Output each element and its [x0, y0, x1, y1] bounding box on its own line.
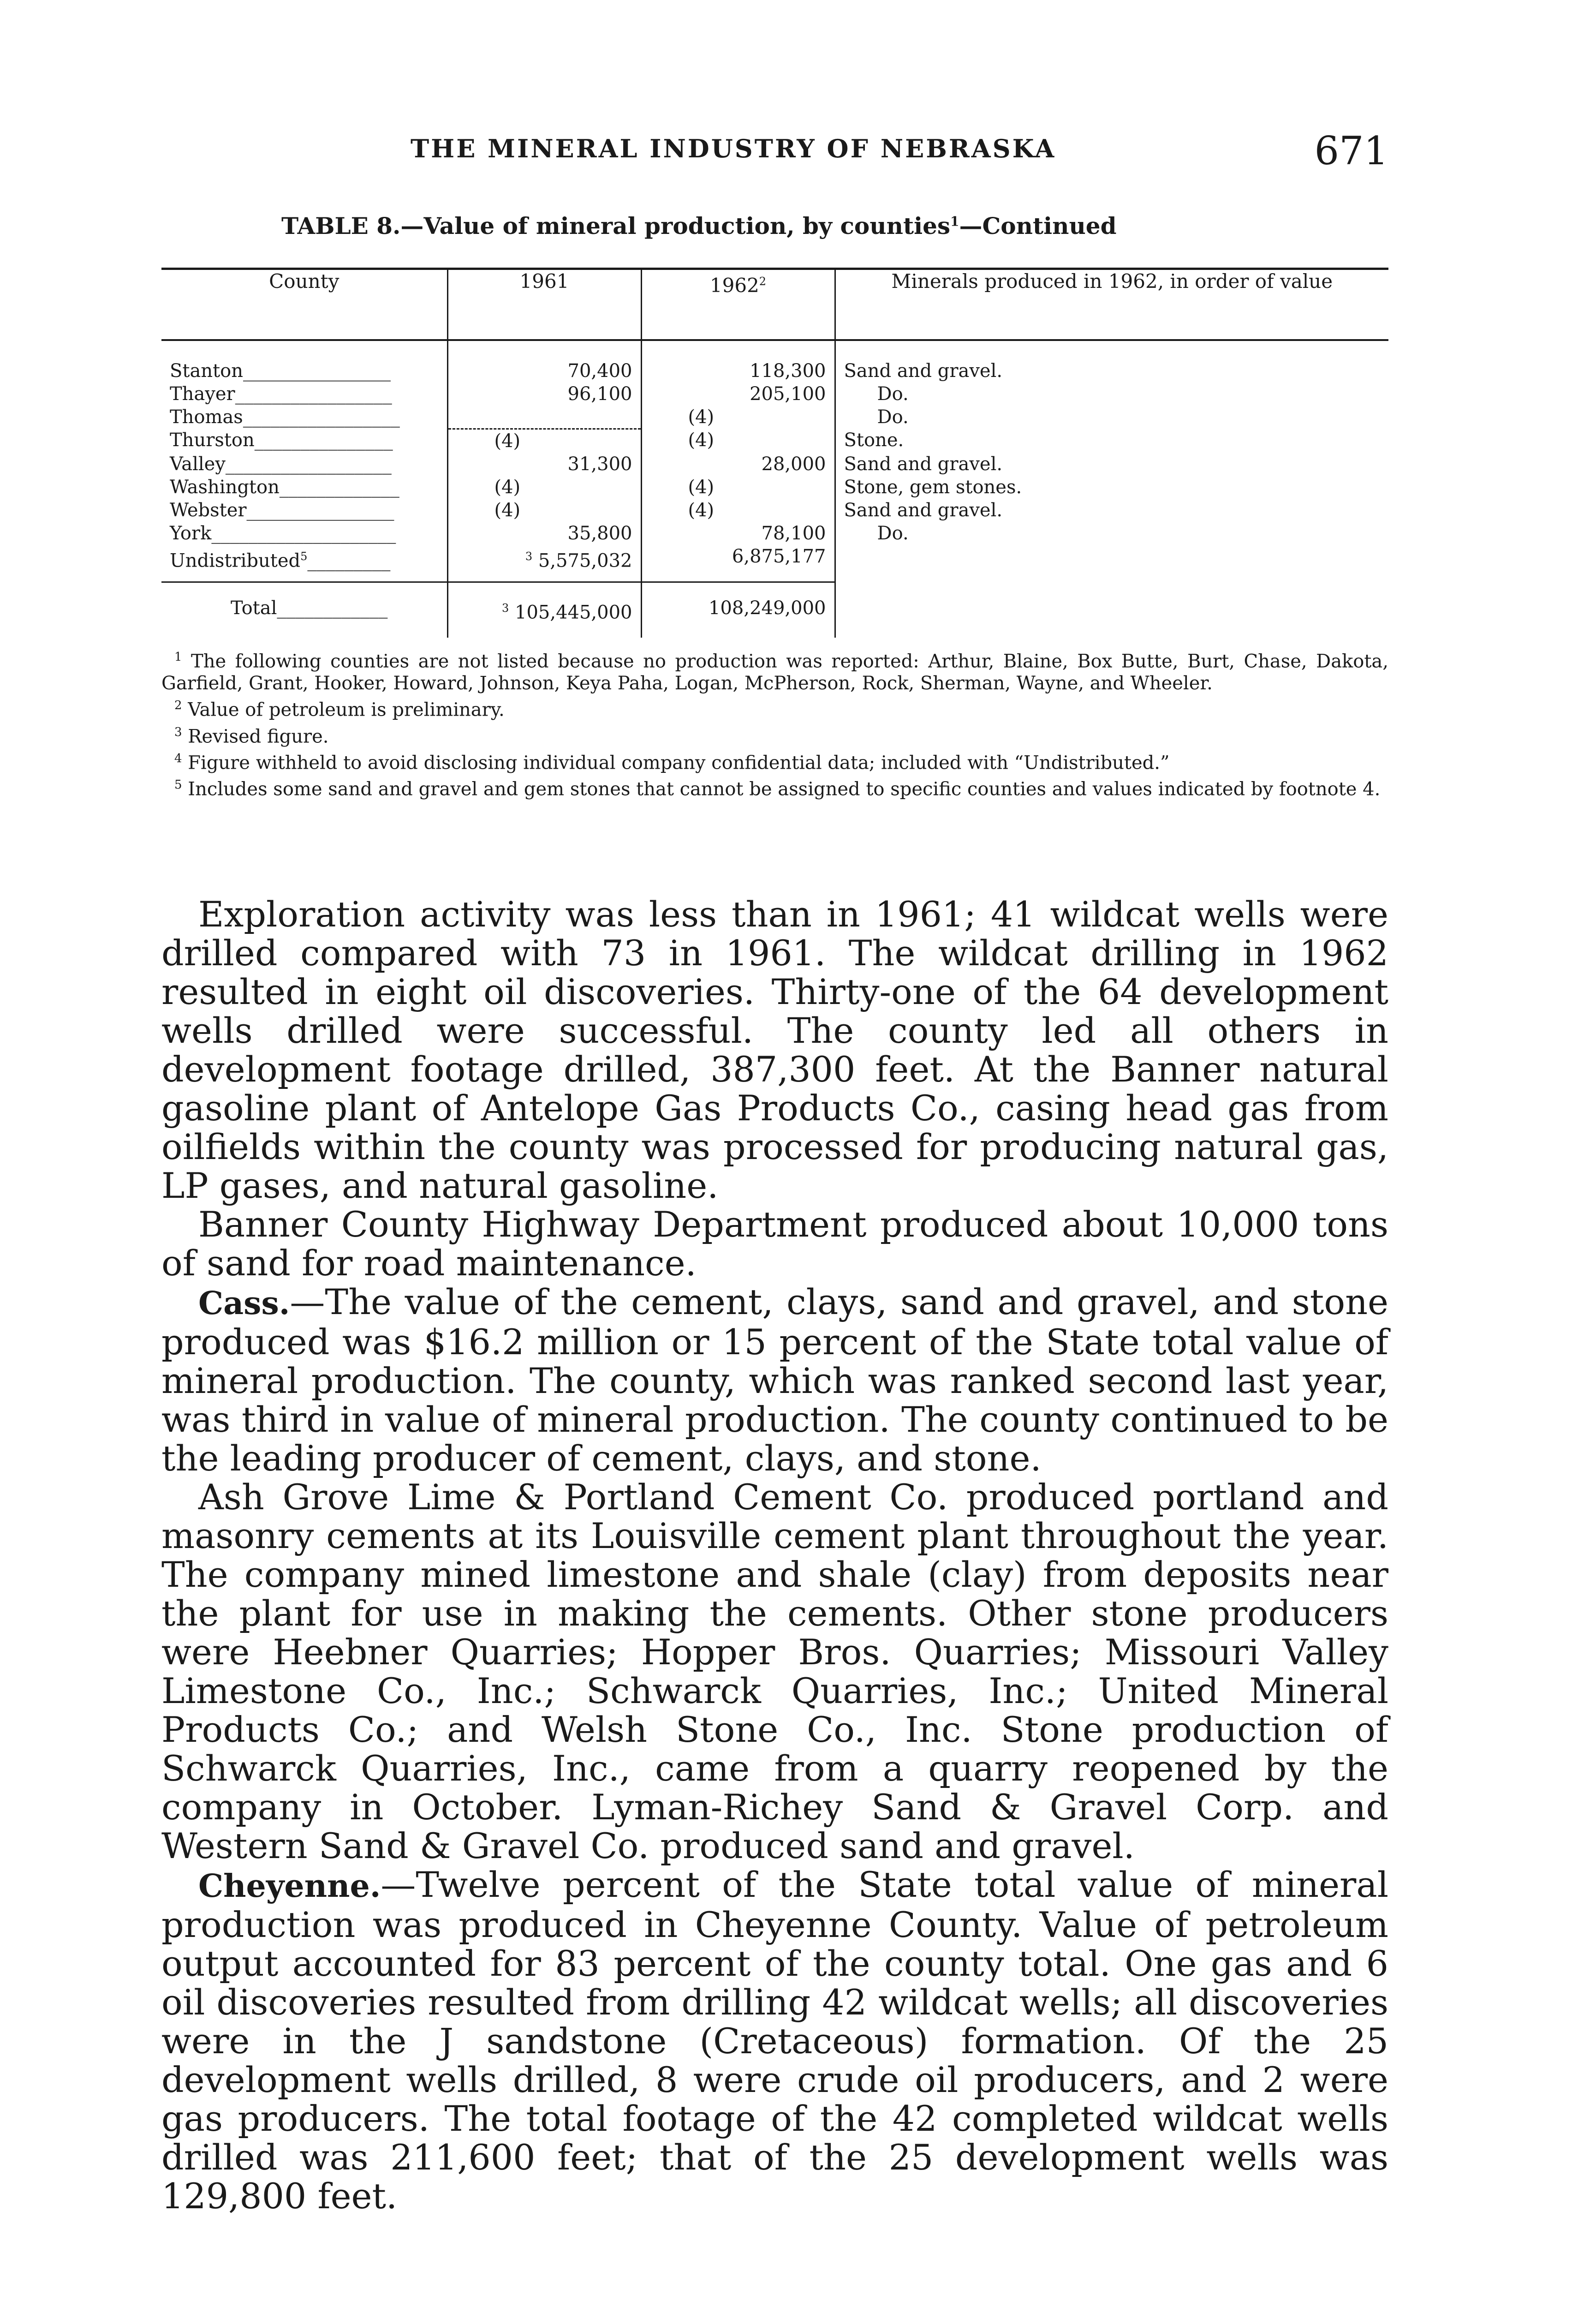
total-1961-cell [447, 582, 641, 638]
footnote-text: The following counties are not listed because no production was reported: Arthur, Blaine, Box Butte, Burt, Chase, Dakota, Garfield, Grant, Hooker, Howard, Johnson, Keya Paha, Logan, McPherson, Rock, Sherman, Wayne, and Wheeler. [161, 651, 1388, 694]
table-caption [281, 212, 1117, 239]
paragraph-banner-highway: Banner County Highway Department produced about 10,000 tons of sand for road maintenance. [161, 1204, 1388, 1284]
footnote [161, 694, 1388, 721]
footnote-mark: 5 [174, 778, 182, 792]
footnote-mark: 4 [174, 751, 182, 765]
county-cell: Webster________________ [170, 499, 394, 521]
minerals-cell: Stone, gem stones. [835, 476, 1388, 499]
footnote-mark: 3 [174, 725, 182, 739]
paragraph-cheyenne [161, 1865, 1388, 2216]
county-name: Thomas [170, 406, 243, 428]
table-row [161, 406, 1388, 429]
county-name: Washington [170, 476, 280, 498]
paragraph-cass-text: —The value of the cement, clays, sand and gravel, and stone produced was $16.2 million or 15 percent of the State total value of mineral production. The county, which was ranked second last year, was third in value of mineral production. The county continued to be the leading producer of cement, clays, and stone. [161, 1281, 1388, 1479]
footnote-text: Figure withheld to avoid disclosing individual company confidential data; included with “Undistributed.” [188, 752, 1170, 774]
minerals-cell: Sand and gravel. [835, 359, 1388, 383]
value-1962-cell: (4) [641, 476, 835, 499]
footnote-text: Includes some sand and gravel and gem stones that cannot be assigned to specific counties and values indicated by footnote 4. [188, 778, 1381, 800]
table-footnotes [161, 646, 1388, 801]
table [161, 268, 1388, 638]
value-1962-cell: 28,000 [641, 453, 835, 476]
footnote [161, 747, 1388, 774]
county-cell: Thomas_________________ [170, 406, 400, 428]
minerals-cell: Do. [835, 522, 1388, 545]
value-footnote-mark: 3 [525, 550, 533, 563]
value-1961-cell: 96,100 [447, 383, 641, 406]
county-name: Stanton [170, 360, 244, 382]
paragraph-cheyenne-text: —Twelve percent of the State total value of mineral production was produced in Cheyenne County. Value of petroleum output accounted for 83 percent of the county total. One gas and 6 oil discoveries resulted from drilling 42 wildcat wells; all discoveries were in the J sandstone (Cretaceous) formation. Of the 25 development wells drilled, 8 were crude oil producers, and 2 were gas producers. The total footage of the 42 completed wildcat wells drilled was 211,600 feet; that of the 25 development wells was 129,800 feet. [161, 1864, 1388, 2217]
minerals-cell: Stone. [835, 429, 1388, 453]
county-name: Thurston [170, 430, 255, 451]
county-name: York [170, 522, 212, 544]
table-row [161, 453, 1388, 476]
value-1961-cell: 31,300 [447, 453, 641, 476]
total-minerals-cell [835, 582, 1388, 638]
column-header-minerals: Minerals produced in 1962, in order of value [835, 269, 1388, 341]
county-name: Valley [170, 453, 226, 475]
value-1962-cell: 78,100 [641, 522, 835, 545]
body-text [161, 895, 1388, 2216]
table-spacer-row [161, 340, 1388, 359]
total-label: Total [231, 597, 277, 619]
table-row [161, 499, 1388, 522]
column-header-1962-footnote: 2 [759, 275, 767, 288]
footnote-mark: 1 [174, 650, 182, 664]
footnote-text: Revised figure. [188, 725, 329, 747]
table-row [161, 545, 1388, 582]
county-cell: Thayer_________________ [170, 383, 392, 405]
paragraph-cass [161, 1283, 1388, 1478]
table-row [161, 476, 1388, 499]
column-header-1961: 1961 [447, 269, 641, 341]
county-cell: Valley__________________ [170, 453, 392, 475]
running-title: THE MINERAL INDUSTRY OF NEBRASKA [411, 134, 1056, 163]
value-1961-cell: (4) [447, 429, 641, 453]
total-label-cell: Total____________ [231, 597, 388, 619]
value-1961-text: 5,575,032 [538, 550, 632, 571]
table-caption-suffix: —Continued [959, 212, 1117, 239]
minerals-cell: Sand and gravel. [835, 453, 1388, 476]
county-cell: Thurston_______________ [170, 430, 393, 451]
table-row [161, 359, 1388, 383]
footnote [161, 646, 1388, 694]
table-header-row [161, 269, 1388, 341]
running-head [161, 128, 1388, 175]
total-1961-text: 105,445,000 [515, 602, 632, 623]
value-1962-cell: 118,300 [641, 359, 835, 383]
county-footnote-mark: 5 [300, 550, 308, 563]
table-row [161, 383, 1388, 406]
paragraph-ash-grove: Ash Grove Lime & Portland Cement Co. produced portland and masonry cements at its Louisville cement plant throughout the year. The company mined limestone and shale (clay) from deposits near the plant for use in making the cements. Other stone producers were Heebner Quarries; Hopper Bros. Quarries; Missouri Valley Limestone Co., Inc.; Schwarck Quarries, Inc.; United Mineral Products Co.; and Welsh Stone Co., Inc. Stone production of Schwarck Quarries, Inc., came from a quarry reopened by the company in October. Lyman-Richey Sand & Gravel Corp. and Western Sand & Gravel Co. produced sand and gravel. [161, 1476, 1388, 1866]
table-row [161, 429, 1388, 453]
value-1962-cell: (4) [641, 429, 835, 453]
value-1961-cell [447, 406, 641, 429]
county-cell: Undistributed$^5$_________ [161, 545, 447, 582]
value-1962-cell: (4) [641, 406, 835, 429]
footnote [161, 721, 1388, 747]
footnote-text: Value of petroleum is preliminary. [188, 699, 505, 721]
county-cell: Stanton________________ [170, 360, 391, 382]
county-name: Undistributed [170, 550, 301, 571]
total-footnote-mark: 3 [502, 601, 509, 615]
county-name: Thayer [170, 383, 235, 405]
footnote-mark: 2 [174, 699, 182, 713]
value-1961-cell: (4) [447, 476, 641, 499]
column-header-county: County [161, 269, 447, 341]
paragraph-lead-cheyenne: Cheyenne. [198, 1868, 381, 1905]
table-row [161, 522, 1388, 545]
county-cell: York____________________ [170, 522, 396, 544]
county-value-table [161, 268, 1388, 638]
page-number: 671 [1314, 128, 1388, 173]
minerals-cell: Sand and gravel. [835, 499, 1388, 522]
minerals-cell [835, 545, 1388, 582]
footnote [161, 774, 1388, 800]
county-cell: Washington_____________ [170, 476, 399, 498]
column-header-1962 [641, 269, 835, 341]
paragraph-exploration: Exploration activity was less than in 1961; 41 wildcat wells were drilled compared with 73 in 1961. The wildcat drilling in 1962 resulted in eight oil discoveries. Thirty-one of the 64 development wells drilled were successful. The county led all others in development footage drilled, 387,300 feet. At the Banner natural gasoline plant of Antelope Gas Products Co., casing head gas from oilfields within the county was processed for producing natural gas, LP gases, and natural gasoline. [161, 894, 1388, 1206]
minerals-cell: Do. [835, 383, 1388, 406]
total-1962-cell: 108,249,000 [641, 582, 835, 638]
value-1962-cell: 6,875,177 [641, 545, 835, 582]
column-header-1962-text: 1962 [709, 274, 759, 297]
value-1961-cell: 70,400 [447, 359, 641, 383]
table-caption-footnote-mark: 1 [950, 214, 959, 229]
table-total-row [161, 582, 1388, 638]
value-1961-cell: 35,800 [447, 522, 641, 545]
paragraph-lead-cass: Cass. [198, 1285, 290, 1322]
value-1962-cell: 205,100 [641, 383, 835, 406]
value-1961-cell [447, 545, 641, 582]
minerals-cell: Do. [835, 406, 1388, 429]
county-name: Webster [170, 499, 247, 521]
value-1962-cell: (4) [641, 499, 835, 522]
value-1961-cell: (4) [447, 499, 641, 522]
table-caption-text: TABLE 8.—Value of mineral production, by counties [281, 212, 951, 239]
